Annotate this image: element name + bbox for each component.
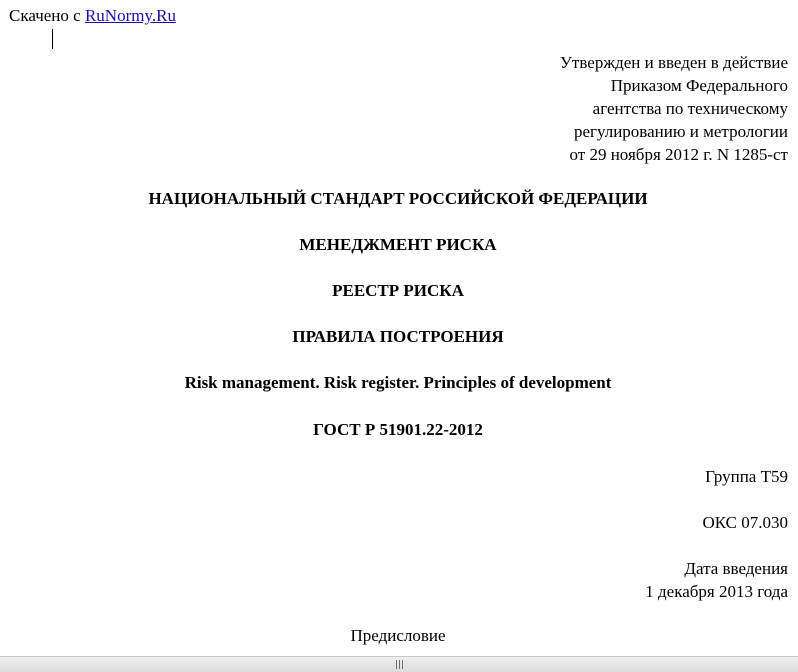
standard-name-heading: РЕЕСТР РИСКА (332, 281, 464, 300)
text-cursor (52, 29, 53, 49)
approval-line: регулированию и метрологии (573, 122, 788, 141)
oks-label: ОКС 07.030 (702, 513, 788, 532)
national-standard-heading: НАЦИОНАЛЬНЫЙ СТАНДАРТ РОССИЙСКОЙ ФЕДЕРАЦИИ (148, 189, 648, 208)
approval-line: от 29 ноября 2012 г. N 1285-ст (569, 145, 788, 164)
subject-heading: МЕНЕДЖМЕНТ РИСКА (299, 235, 497, 254)
source-prefix: Скачено с (9, 6, 85, 25)
approval-line: агентства по техническому (592, 99, 788, 118)
foreword-heading: Предисловие (350, 626, 446, 645)
intro-date-label: Дата введения (684, 559, 788, 578)
approval-line: Утвержден и введен в действие (559, 53, 788, 72)
horizontal-scrollbar[interactable] (0, 656, 798, 672)
intro-date-value: 1 декабря 2013 года (645, 582, 788, 601)
standard-code: ГОСТ Р 51901.22-2012 (313, 420, 483, 439)
approval-line: Приказом Федерального (610, 76, 788, 95)
group-label: Группа Т59 (705, 467, 788, 486)
subtitle-heading: ПРАВИЛА ПОСТРОЕНИЯ (292, 327, 504, 346)
scrollbar-grip-icon[interactable] (393, 660, 405, 669)
english-title: Risk management. Risk register. Principles of development (184, 373, 612, 392)
source-link[interactable]: RuNormy.Ru (84, 6, 176, 25)
source-line (9, 6, 176, 26)
approval-block (560, 51, 788, 166)
